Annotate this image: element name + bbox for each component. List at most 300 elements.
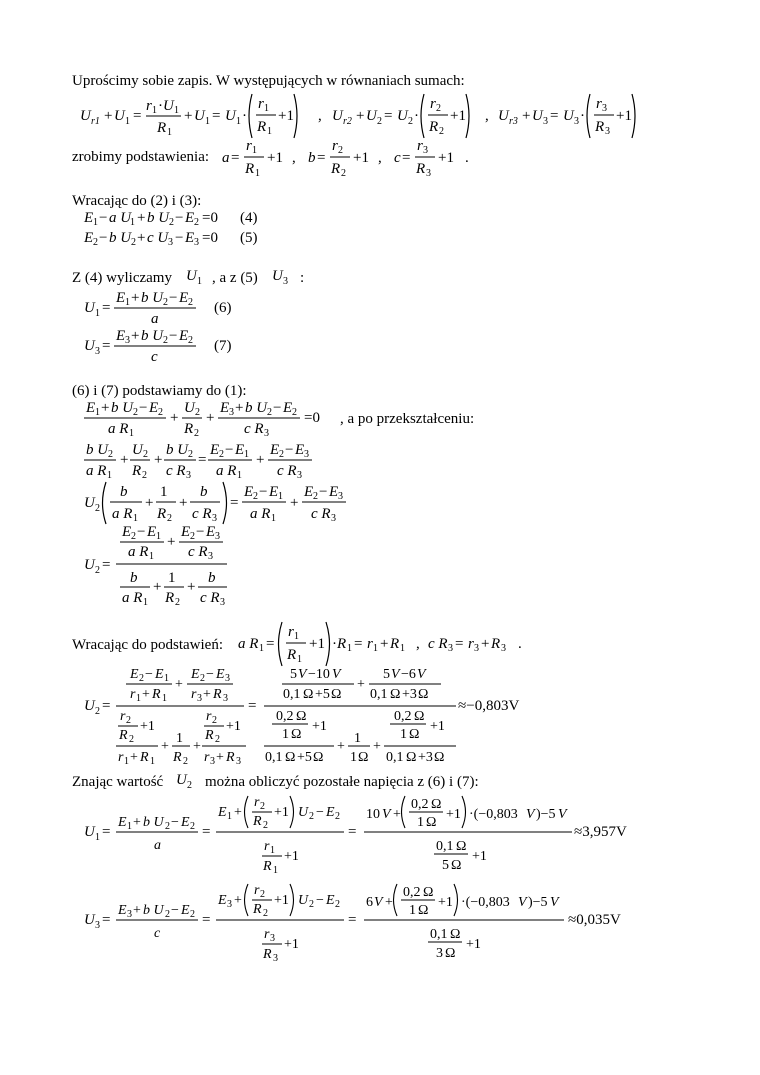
svg-text:0,2: 0,2 — [276, 709, 294, 724]
svg-text:2: 2 — [163, 335, 168, 346]
svg-text:−6: −6 — [401, 667, 416, 682]
svg-text:1: 1 — [244, 449, 249, 460]
svg-text:−: − — [99, 210, 108, 226]
svg-text:=: = — [102, 300, 111, 316]
svg-text:+: + — [234, 893, 242, 908]
svg-text:0,1: 0,1 — [283, 687, 301, 702]
svg-text:2: 2 — [439, 126, 444, 137]
svg-text:2: 2 — [219, 449, 224, 460]
svg-text:3: 3 — [605, 126, 610, 137]
svg-text:2: 2 — [167, 513, 172, 524]
svg-text:1: 1 — [347, 643, 352, 654]
svg-text:−: − — [319, 484, 328, 500]
svg-text:Ω: Ω — [285, 750, 296, 765]
svg-text:2: 2 — [313, 491, 318, 502]
svg-text:a: a — [154, 838, 161, 853]
svg-text:U: U — [163, 98, 174, 114]
svg-text:3: 3 — [264, 428, 269, 439]
svg-text:·: · — [332, 636, 337, 652]
svg-text:0,2: 0,2 — [411, 797, 429, 812]
svg-text:E: E — [206, 524, 216, 540]
svg-text:a: a — [222, 150, 230, 166]
svg-text:−: − — [145, 667, 153, 682]
svg-text:b U: b U — [86, 442, 109, 458]
back-to-subst-text: Wracając do podstawień: — [72, 637, 223, 653]
svg-text:a R: a R — [112, 506, 133, 522]
svg-text:5: 5 — [442, 858, 449, 873]
svg-text:·(−0,803: ·(−0,803 — [461, 895, 510, 910]
svg-text:.: . — [518, 636, 522, 652]
equation-transformed-2 — [84, 480, 354, 526]
svg-text:1: 1 — [205, 116, 210, 127]
knowing-line — [72, 770, 532, 794]
svg-text:c R: c R — [166, 463, 186, 479]
svg-text:+: + — [170, 410, 179, 426]
svg-text:, a z (5): , a z (5) — [212, 270, 258, 286]
svg-text:3: 3 — [223, 693, 228, 704]
svg-text:Ω: Ω — [303, 687, 314, 702]
svg-text:+: + — [104, 108, 113, 124]
svg-text:−10: −10 — [308, 667, 330, 682]
svg-text:+: + — [175, 677, 183, 692]
svg-text:r: r — [288, 624, 294, 640]
svg-text:+: + — [120, 452, 129, 468]
svg-text:+5: +5 — [297, 750, 312, 765]
back-to-text: Wracając do (2) i (3): — [72, 193, 202, 209]
svg-text:b: b — [208, 570, 216, 586]
svg-text:E: E — [185, 230, 195, 246]
svg-text:1: 1 — [237, 470, 242, 481]
svg-text:6: 6 — [366, 895, 373, 910]
svg-text:r: r — [254, 883, 260, 898]
svg-text:r: r — [130, 687, 136, 702]
svg-text:2: 2 — [279, 449, 284, 460]
svg-text:1: 1 — [270, 845, 275, 856]
svg-text:+: + — [153, 579, 162, 595]
svg-text:a R: a R — [128, 544, 149, 560]
svg-text:3: 3 — [474, 643, 479, 654]
svg-text:U: U — [84, 300, 95, 316]
svg-text:+: + — [130, 750, 138, 765]
svg-text:=: = — [133, 108, 142, 124]
svg-text:0,1: 0,1 — [386, 750, 404, 765]
svg-text:1: 1 — [160, 484, 168, 500]
svg-text:3: 3 — [220, 597, 225, 608]
svg-text:U: U — [332, 108, 343, 124]
svg-text:1: 1 — [273, 865, 278, 876]
svg-text:+: + — [522, 108, 531, 124]
svg-text:1: 1 — [252, 145, 257, 156]
svg-text:2: 2 — [263, 908, 268, 919]
equation-U2-numeric — [84, 664, 554, 768]
svg-text:c U: c U — [147, 230, 169, 246]
svg-text:+1: +1 — [226, 719, 241, 734]
svg-text:E: E — [181, 815, 190, 830]
svg-text:2: 2 — [188, 449, 193, 460]
svg-text:0,1: 0,1 — [430, 927, 448, 942]
svg-text:+1: +1 — [309, 636, 325, 652]
svg-text:=: = — [230, 495, 239, 511]
svg-text:b: b — [308, 150, 316, 166]
svg-text:1: 1 — [167, 127, 172, 138]
svg-text:2: 2 — [309, 899, 314, 910]
svg-text:0,1: 0,1 — [370, 687, 388, 702]
equation-7 — [84, 326, 244, 366]
svg-text:Ω: Ω — [358, 750, 369, 765]
svg-text:U: U — [132, 442, 143, 458]
svg-text:b U: b U — [143, 815, 164, 830]
svg-text:c R: c R — [192, 506, 212, 522]
svg-text:−: − — [196, 524, 205, 540]
svg-text:R: R — [491, 636, 501, 652]
svg-text:−: − — [273, 400, 282, 416]
svg-text:3: 3 — [208, 551, 213, 562]
svg-text:+: + — [133, 815, 141, 830]
svg-text:U: U — [272, 268, 283, 284]
svg-text:+1: +1 — [616, 108, 632, 124]
svg-text:E: E — [326, 893, 335, 908]
svg-text:U: U — [397, 108, 408, 124]
svg-text:E: E — [216, 667, 225, 682]
equation-U3-numeric — [84, 882, 664, 964]
svg-text:E: E — [191, 667, 200, 682]
svg-text:1: 1 — [259, 643, 264, 654]
svg-text:U: U — [532, 108, 543, 124]
svg-text:R: R — [253, 902, 262, 917]
svg-text:2: 2 — [165, 909, 170, 920]
svg-text:R: R — [157, 506, 167, 522]
svg-text:+: + — [393, 807, 401, 822]
svg-text:5: 5 — [383, 667, 390, 682]
equation-sum — [84, 398, 344, 438]
svg-text:3: 3 — [501, 643, 506, 654]
knowing-part2: można obliczyć pozostałe napięcia z (6) i (7): — [205, 774, 479, 790]
svg-text:Ω: Ω — [418, 687, 429, 702]
svg-text:1: 1 — [400, 643, 405, 654]
svg-text:c: c — [151, 349, 158, 365]
svg-text:10: 10 — [366, 807, 380, 822]
svg-text:b: b — [120, 484, 128, 500]
svg-text:+: + — [216, 750, 224, 765]
svg-text:+: + — [131, 328, 140, 344]
svg-text:3: 3 — [543, 116, 548, 127]
svg-text:1: 1 — [124, 756, 129, 767]
subst-aR1 — [238, 620, 538, 668]
svg-text:3: 3 — [304, 449, 309, 460]
svg-text:(4): (4) — [240, 210, 258, 226]
svg-text:1: 1 — [278, 491, 283, 502]
svg-text:U: U — [194, 108, 205, 124]
svg-text:2: 2 — [129, 734, 134, 745]
svg-text:−: − — [169, 328, 178, 344]
svg-text:3: 3 — [212, 513, 217, 524]
svg-text:3: 3 — [197, 693, 202, 704]
svg-text:+: + — [154, 452, 163, 468]
svg-text:1: 1 — [168, 570, 176, 586]
svg-text:·(−0,803: ·(−0,803 — [469, 807, 518, 822]
svg-text:1: 1 — [125, 116, 130, 127]
svg-text:R: R — [140, 750, 149, 765]
svg-text:U: U — [186, 268, 197, 284]
svg-text:−: − — [171, 903, 179, 918]
svg-text:a: a — [151, 311, 159, 327]
svg-text:E: E — [116, 328, 126, 344]
svg-text:E: E — [84, 210, 94, 226]
svg-text:2: 2 — [142, 470, 147, 481]
svg-text:3: 3 — [125, 335, 130, 346]
svg-text:V: V — [298, 667, 307, 682]
svg-text:U: U — [84, 912, 95, 928]
svg-text:2: 2 — [215, 734, 220, 745]
svg-text:c: c — [394, 150, 401, 166]
svg-text:r: r — [206, 709, 212, 724]
svg-text:r: r — [246, 138, 252, 154]
svg-text:+: + — [133, 903, 141, 918]
svg-text:b U: b U — [143, 903, 164, 918]
svg-text:1: 1 — [95, 832, 100, 843]
svg-text:R: R — [184, 421, 194, 437]
svg-text:3: 3 — [331, 513, 336, 524]
svg-text:c R: c R — [188, 544, 208, 560]
svg-text:(7): (7) — [214, 338, 232, 354]
svg-text:V: V — [550, 895, 559, 910]
svg-text:Ω: Ω — [406, 750, 417, 765]
svg-text:U: U — [114, 108, 125, 124]
svg-text:E: E — [118, 903, 127, 918]
svg-text:2: 2 — [309, 811, 314, 822]
svg-text:1: 1 — [156, 531, 161, 542]
svg-text:+1: +1 — [438, 150, 454, 166]
svg-text:,: , — [292, 150, 296, 166]
svg-text:1: 1 — [127, 821, 132, 832]
svg-text:(6): (6) — [214, 300, 232, 316]
svg-text:Ω: Ω — [445, 946, 456, 961]
svg-text:2: 2 — [377, 116, 382, 127]
svg-text:Ω: Ω — [434, 750, 445, 765]
svg-text:R: R — [226, 750, 235, 765]
svg-text:2: 2 — [338, 145, 343, 156]
svg-text:−: − — [99, 230, 108, 246]
svg-text:+1: +1 — [284, 849, 299, 864]
svg-text:0,2: 0,2 — [394, 709, 412, 724]
svg-text:1: 1 — [197, 276, 202, 287]
svg-text:V: V — [391, 667, 400, 682]
svg-text:b U: b U — [245, 400, 268, 416]
svg-text:Ω: Ω — [296, 709, 307, 724]
svg-text:2: 2 — [126, 715, 131, 726]
svg-text:1: 1 — [264, 103, 269, 114]
svg-text:=: = — [231, 150, 240, 166]
svg-text:2: 2 — [190, 909, 195, 920]
svg-text:3: 3 — [225, 673, 230, 684]
svg-text:2: 2 — [133, 407, 138, 418]
svg-text:E: E — [84, 230, 94, 246]
svg-text:E: E — [235, 442, 245, 458]
svg-text:a R: a R — [216, 463, 237, 479]
svg-text:+: + — [179, 495, 188, 511]
svg-text:+: + — [161, 739, 169, 754]
svg-text:R: R — [263, 947, 272, 962]
svg-text:1: 1 — [409, 903, 416, 918]
svg-text:3: 3 — [338, 491, 343, 502]
svg-text:U: U — [366, 108, 377, 124]
svg-text:3: 3 — [227, 899, 232, 910]
svg-text:1: 1 — [95, 308, 100, 319]
svg-text:1: 1 — [125, 297, 130, 308]
svg-text:Ω: Ω — [426, 815, 437, 830]
svg-text:+: + — [187, 579, 196, 595]
svg-text:R: R — [429, 119, 439, 135]
svg-text:=: = — [354, 636, 363, 652]
svg-text:0,2: 0,2 — [403, 885, 421, 900]
u3-result: ≈0,035V — [568, 912, 621, 928]
svg-text:+: + — [193, 739, 201, 754]
svg-text:U: U — [225, 108, 236, 124]
svg-text:R: R — [595, 119, 605, 135]
svg-text:V: V — [417, 667, 426, 682]
svg-text:V: V — [332, 667, 341, 682]
svg-text:1: 1 — [162, 693, 167, 704]
svg-text:3: 3 — [602, 103, 607, 114]
svg-text:c: c — [154, 926, 161, 941]
svg-text:c R: c R — [200, 590, 220, 606]
svg-text:R: R — [165, 590, 175, 606]
svg-text:E: E — [122, 524, 132, 540]
svg-text:2: 2 — [131, 531, 136, 542]
svg-text:R: R — [287, 647, 297, 663]
svg-text:Ω: Ω — [450, 927, 461, 942]
svg-text:2: 2 — [143, 449, 148, 460]
svg-text:+5: +5 — [315, 687, 330, 702]
svg-text:Ω: Ω — [291, 727, 302, 742]
svg-text:3: 3 — [423, 145, 428, 156]
svg-text:b: b — [200, 484, 208, 500]
svg-text:1: 1 — [255, 168, 260, 179]
svg-text:+: + — [356, 108, 365, 124]
svg-text:−: − — [175, 210, 184, 226]
svg-text:2: 2 — [131, 237, 136, 248]
svg-text:2: 2 — [188, 335, 193, 346]
svg-text:,: , — [485, 108, 489, 124]
svg-text:U: U — [563, 108, 574, 124]
svg-text:2: 2 — [95, 706, 100, 717]
svg-text:2: 2 — [187, 780, 192, 791]
svg-text:=0: =0 — [304, 410, 320, 426]
svg-text:·: · — [158, 98, 163, 114]
svg-text:2: 2 — [175, 597, 180, 608]
svg-text:2: 2 — [188, 297, 193, 308]
svg-text:−: − — [206, 667, 214, 682]
u1-result: ≈3,957V — [574, 824, 627, 840]
svg-text:=: = — [317, 150, 326, 166]
svg-text:3: 3 — [574, 116, 579, 127]
svg-text:V: V — [558, 807, 567, 822]
svg-text:3: 3 — [270, 933, 275, 944]
svg-text:2: 2 — [341, 168, 346, 179]
svg-text:−: − — [285, 442, 294, 458]
svg-text:c R: c R — [277, 463, 297, 479]
svg-text:2: 2 — [108, 449, 113, 460]
svg-text:=: = — [202, 824, 211, 840]
svg-text:5: 5 — [290, 667, 297, 682]
svg-text::: : — [300, 270, 305, 286]
svg-text:b U: b U — [109, 230, 132, 246]
svg-text:1: 1 — [133, 513, 138, 524]
svg-text:+: + — [203, 687, 211, 702]
svg-text:=: = — [248, 698, 257, 714]
svg-text:2: 2 — [194, 217, 199, 228]
svg-text:,: , — [318, 108, 322, 124]
svg-text:1: 1 — [236, 116, 241, 127]
svg-text:+1: +1 — [140, 719, 155, 734]
equation-U1-numeric — [84, 794, 664, 876]
svg-text:E: E — [118, 815, 127, 830]
svg-text:E: E — [179, 328, 189, 344]
svg-text:r: r — [417, 138, 423, 154]
svg-text:=: = — [198, 452, 207, 468]
svg-text:b U: b U — [141, 290, 164, 306]
svg-text:=: = — [102, 912, 111, 928]
svg-text:=0: =0 — [202, 210, 218, 226]
svg-text:1: 1 — [417, 815, 424, 830]
svg-text:=: = — [348, 912, 357, 928]
svg-text:E: E — [326, 805, 335, 820]
svg-text:,: , — [416, 636, 420, 652]
svg-text:+3: +3 — [418, 750, 433, 765]
svg-text:3: 3 — [297, 470, 302, 481]
svg-text:3: 3 — [95, 346, 100, 357]
svg-text:1: 1 — [143, 597, 148, 608]
svg-text:+1: +1 — [312, 719, 327, 734]
svg-text:a R: a R — [250, 506, 271, 522]
svg-text:E: E — [181, 524, 191, 540]
svg-text:2: 2 — [165, 821, 170, 832]
svg-text:a R: a R — [86, 463, 107, 479]
svg-text:+: + — [131, 290, 140, 306]
svg-text:(5): (5) — [240, 230, 258, 246]
svg-text:2: 2 — [139, 673, 144, 684]
svg-text:2: 2 — [93, 237, 98, 248]
svg-text:+1: +1 — [438, 895, 453, 910]
svg-text:E: E — [304, 484, 314, 500]
svg-text:Ω: Ω — [456, 839, 467, 854]
svg-text:E: E — [149, 400, 159, 416]
svg-text:V: V — [526, 807, 535, 822]
svg-text:1: 1 — [267, 126, 272, 137]
svg-text:b U: b U — [166, 442, 189, 458]
svg-text:E: E — [283, 400, 293, 416]
svg-text:E: E — [155, 667, 164, 682]
svg-text:R: R — [390, 636, 400, 652]
svg-text:0,1: 0,1 — [265, 750, 283, 765]
svg-text:r: r — [120, 709, 126, 724]
svg-text:U: U — [184, 400, 195, 416]
svg-text:=: = — [348, 824, 357, 840]
svg-text:E: E — [147, 524, 157, 540]
intro-text: Uprościmy sobie zapis. W występujących w równaniach sumach: — [72, 73, 465, 89]
svg-text:c R: c R — [311, 506, 331, 522]
svg-text:1: 1 — [95, 407, 100, 418]
svg-text:0,1: 0,1 — [436, 839, 454, 854]
svg-text:R: R — [416, 161, 426, 177]
svg-text:1: 1 — [130, 217, 135, 228]
svg-text:2: 2 — [436, 103, 441, 114]
svg-text:E: E — [269, 484, 279, 500]
svg-text:E: E — [220, 400, 230, 416]
svg-text:+1: +1 — [466, 937, 481, 952]
svg-text:3: 3 — [194, 237, 199, 248]
svg-text:R: R — [119, 728, 128, 743]
